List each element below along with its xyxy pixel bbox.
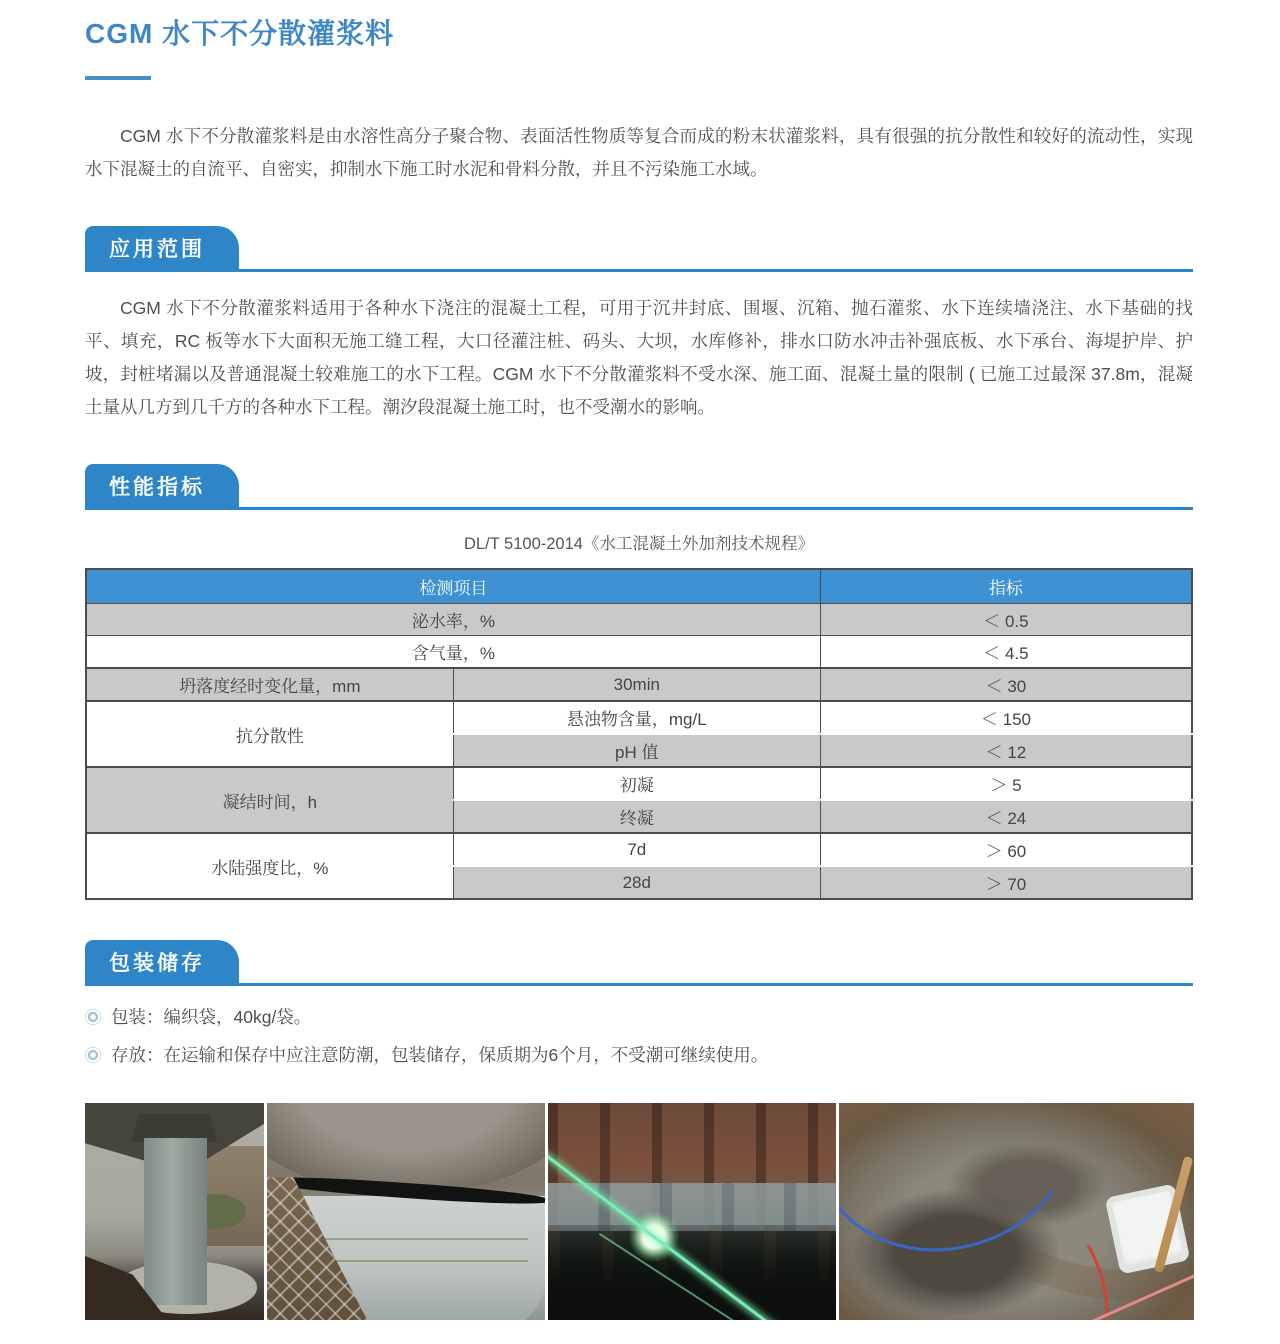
cell-value: ＜ 4.5 — [820, 636, 1192, 669]
cell-subitem: 30min — [453, 668, 820, 701]
table-row — [86, 604, 1192, 636]
ring-bullet-icon — [85, 1047, 101, 1063]
cell-subitem: pH 值 — [453, 734, 820, 767]
performance-spec-table — [85, 568, 1193, 900]
cell-value: ＞ 5 — [820, 767, 1192, 800]
cell-item: 含气量，% — [86, 636, 820, 669]
cell-value: ＜ 0.5 — [820, 604, 1192, 636]
intro-paragraph: CGM 水下不分散灌浆料是由水溶性高分子聚合物、表面活性物质等复合而成的粉末状灌浆料，具有很强的抗分散性和较好的流动性，实现水下混凝土的自流平、自密实，抑制水下施工时水泥和骨料分散，并且不污染施工水域。 — [85, 126, 1193, 179]
application-paragraph: CGM 水下不分散灌浆料适用于各种水下浇注的混凝土工程，可用于沉井封底、围堰、沉箱、抛石灌浆、水下连续墙浇注、水下基础的找平、填充，RC 板等水下大面积无施工缝工程，大口径灌注桩、码头、大坝，水库修补，排水口防水冲击补强底板、水下承台、海堤护岸、护坡，封桩堵漏以及普通混凝土较难施工的水下工程。CGM 水下不分散灌浆料不受水深、施工面、混凝土量的限制 ( 已施工过最深 37.8m，混凝土量从几方到几千方的各种水下工程。潮汐段混凝土施工时，也不受潮水的影响。 — [85, 298, 1193, 417]
cell-subitem: 终凝 — [453, 800, 820, 833]
cell-value: ＞ 60 — [820, 833, 1192, 866]
night-piers-green-laser-photo — [548, 1103, 836, 1320]
underwater-pier-column-photo — [85, 1103, 264, 1320]
section-badge-packaging: 包装储存 — [85, 940, 239, 983]
cell-value: ＞ 70 — [820, 866, 1192, 899]
table-header-row — [86, 569, 1192, 604]
cell-value: ＜ 30 — [820, 668, 1192, 701]
cell-item: 水陆强度比，% — [86, 833, 453, 899]
section-head-packaging — [85, 940, 1193, 986]
list-item — [85, 1042, 1193, 1067]
bullet-text: 包装：编织袋，40kg/袋。 — [111, 1007, 312, 1027]
title-underline — [85, 76, 151, 80]
list-item — [85, 1004, 1193, 1029]
table-row — [86, 701, 1192, 734]
table-row — [86, 668, 1192, 701]
cell-subitem: 初凝 — [453, 767, 820, 800]
section-head-performance — [85, 464, 1193, 510]
cell-value: ＜ 12 — [820, 734, 1192, 767]
section-badge-application: 应用范围 — [85, 226, 239, 269]
cell-item: 抗分散性 — [86, 701, 453, 767]
ring-bullet-icon — [85, 1009, 101, 1025]
cell-subitem: 28d — [453, 866, 820, 899]
cell-item: 坍落度经时变化量，mm — [86, 668, 453, 701]
table-row — [86, 833, 1192, 866]
column-header-item: 检测项目 — [86, 569, 820, 604]
cell-value: ＜ 150 — [820, 701, 1192, 734]
page-title: CGM 水下不分散灌浆料 — [85, 18, 395, 49]
column-header-index: 指标 — [820, 569, 1192, 604]
table-row — [86, 767, 1192, 800]
cell-subitem: 7d — [453, 833, 820, 866]
section-head-application — [85, 226, 1193, 272]
cell-item: 泌水率，% — [86, 604, 820, 636]
section-badge-performance: 性能指标 — [85, 464, 239, 507]
cell-value: ＜ 24 — [820, 800, 1192, 833]
cell-subitem: 悬浊物含量，mg/L — [453, 701, 820, 734]
bullet-text: 存放：在运输和保存中应注意防潮，包装储存，保质期为6个月，不受潮可继续使用。 — [111, 1045, 769, 1065]
packaging-bullet-list — [85, 1004, 1193, 1067]
table-row — [86, 636, 1192, 669]
muddy-excavation-pit-photo — [839, 1103, 1194, 1320]
project-photo-strip — [85, 1103, 1193, 1320]
pile-casing-closeup-photo — [267, 1103, 545, 1320]
standard-caption: DL/T 5100-2014《水工混凝土外加剂技术规程》 — [464, 535, 814, 553]
cell-item: 凝结时间，h — [86, 767, 453, 833]
